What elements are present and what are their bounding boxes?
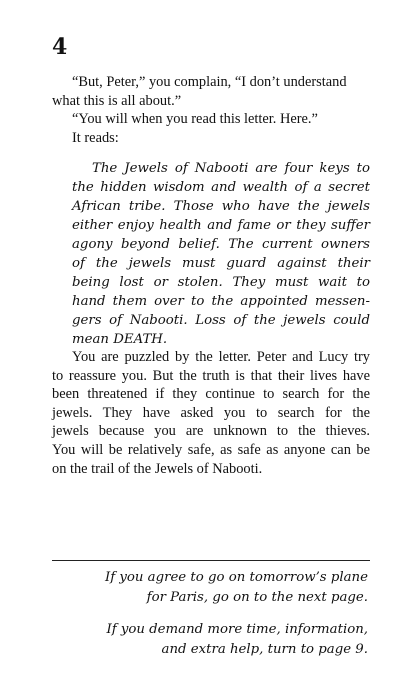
narration-line: to reassure you. But the truth is that their lives have — [52, 367, 370, 384]
letter-line: hand them over to the appointed messen- — [72, 294, 370, 309]
choice-line: If you agree to go on tomorrow’s plane — [104, 570, 368, 585]
narration-line: You are puzzled by the letter. Peter and Lucy try — [72, 349, 370, 365]
letter-line: agony beyond belief. The current owners — [72, 237, 370, 252]
narration-line: been threatened if they continue to search for the — [52, 386, 370, 403]
choice-page-9[interactable] — [68, 620, 368, 659]
letter-line: of the jewels must guard against their — [72, 256, 370, 271]
dialogue-paragraph — [52, 73, 370, 147]
choice-line: and extra help, turn to page 9. — [161, 641, 368, 657]
letter-line: African tribe. Those who have the jewels — [72, 199, 370, 214]
choice-line: for Paris, go on to the next page. — [146, 589, 368, 605]
choice-line: If you demand more time, information, — [106, 622, 368, 637]
choice-next-page[interactable] — [68, 568, 368, 607]
narration-line: jewels because you are unknown to the thieves. — [52, 423, 370, 440]
choice-divider — [52, 560, 370, 561]
narration-line: jewels. They have asked you to search for the — [52, 404, 370, 421]
letter-line: either enjoy health and fame or they suffer — [72, 218, 370, 233]
narration-line: You will be relatively safe, as safe as anyone can be — [52, 441, 370, 458]
page-number: 4 — [52, 34, 68, 60]
letter-line: gers of Nabooti. Loss of the jewels could — [72, 313, 370, 328]
letter-line: being lost or stolen. They must wait to — [72, 275, 370, 290]
dialogue-line: what this is all about.” — [52, 92, 182, 109]
letter-quote — [72, 159, 370, 349]
letter-line: the hidden wisdom and wealth of a secret — [72, 180, 370, 195]
letter-line: mean DEATH. — [72, 332, 168, 347]
dialogue-line: It reads: — [72, 129, 119, 146]
narration-paragraph — [52, 348, 370, 478]
dialogue-line: “You will when you read this letter. Here.” — [72, 111, 318, 128]
letter-line: The Jewels of Nabooti are four keys to — [92, 161, 370, 176]
dialogue-line: “But, Peter,” you complain, “I don’t understand — [72, 74, 347, 90]
narration-line: on the trail of the Jewels of Nabooti. — [52, 460, 263, 477]
